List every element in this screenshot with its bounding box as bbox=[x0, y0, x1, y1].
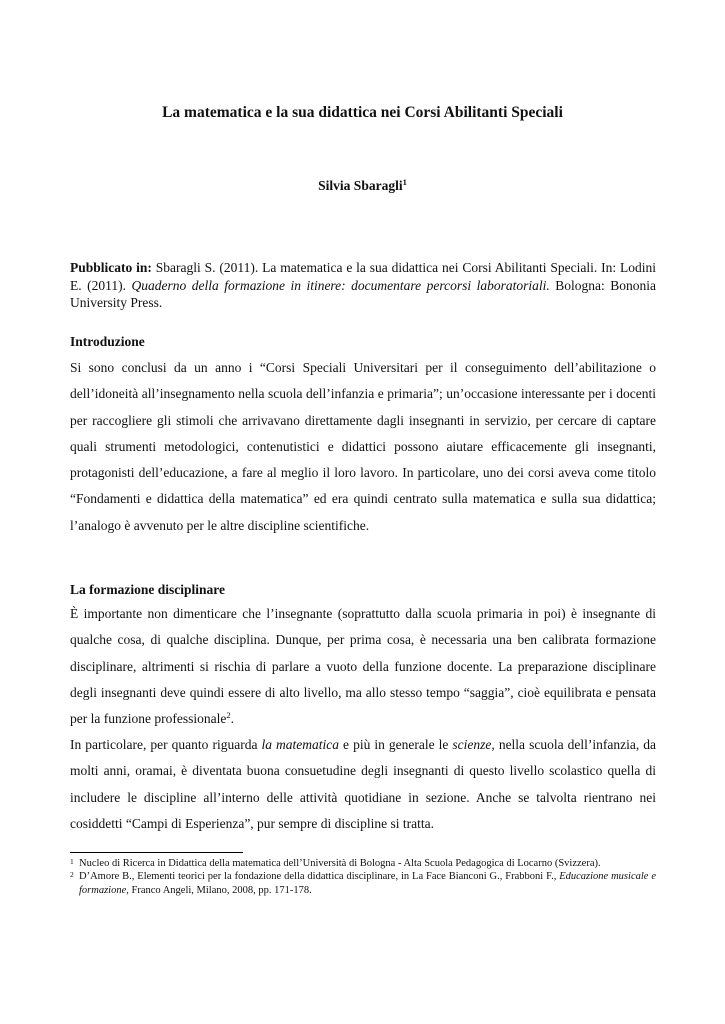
footnotes bbox=[70, 857, 656, 897]
footnote-2-mark: 2 bbox=[70, 870, 74, 880]
p2-emphasis-matematica: la matematica bbox=[261, 737, 339, 752]
footnote-1-text: Nucleo di Ricerca in Didattica della matematica dell’Università di Bologna - Alta Scuola Pedagogica di Locarno (Svizzera). bbox=[79, 858, 601, 869]
formation-paragraph-1-end: . bbox=[230, 711, 234, 727]
formation-heading: La formazione disciplinare bbox=[70, 582, 225, 597]
footnote-2-text-before: D’Amore B., Elementi teorici per la fondazione della didattica disciplinare, in La Face Bianconi G., Frabboni F., bbox=[79, 871, 560, 883]
footnote-1-mark: 1 bbox=[70, 857, 74, 866]
footnote-separator bbox=[70, 852, 243, 853]
formation-paragraph-1 bbox=[70, 601, 656, 732]
document-title: La matematica e la sua didattica nei Corsi Abilitanti Speciali bbox=[162, 104, 563, 121]
author-line bbox=[0, 178, 725, 194]
footnote-1 bbox=[70, 857, 656, 870]
author-name: Silvia Sbaragli bbox=[318, 178, 403, 193]
p2-emphasis-scienze: scienze, bbox=[452, 737, 495, 752]
footnote-2-text bbox=[79, 870, 656, 897]
author-footnote-mark: 1 bbox=[402, 177, 407, 187]
footnote-2-text-after: Franco Angeli, Milano, 2008, pp. 171-178. bbox=[128, 884, 312, 896]
publication-label: Pubblicato in: bbox=[70, 260, 152, 275]
formation-paragraph-2 bbox=[70, 732, 656, 837]
publication-book-title: Quaderno della formazione in itinere: documentare percorsi laboratoriali. bbox=[131, 277, 550, 293]
introduction-heading: Introduzione bbox=[70, 334, 145, 349]
footnote-2 bbox=[70, 870, 656, 897]
publication-text-after: Bologna: Bononia University Press. bbox=[70, 277, 656, 310]
formation-paragraph-1-text: È importante non dimenticare che l’insegnante (soprattutto dalla scuola primaria in poi) è insegnante di qualche cosa, di qualche disciplina. Dunque, per prima cosa, è necessaria una ben calibrata formazione disciplinare, altrimenti si rischia di parlare a vuoto della funzione docente. La preparazione disciplinare degli insegnanti deve quindi essere di alto livello, ma allo stesso tempo “saggia”, cioè equilibrata e pensata per la funzione professionale bbox=[70, 606, 656, 727]
publication-info bbox=[70, 259, 656, 312]
footnote-2-italic-title: Educazione musicale e formazione, bbox=[79, 871, 656, 896]
p2-text-a: In particolare, per quanto riguarda bbox=[70, 737, 262, 752]
introduction-paragraph: Si sono conclusi da un anno i “Corsi Speciali Universitari per il conseguimento dell’abilitazione o dell’idoneità all’insegnamento nella scuola dell’infanzia e primaria”; un’occasione interessante per i docenti per raccogliere gli stimoli che arrivavano direttamente dagli insegnanti in servizio, per cercare di captare quali strumenti metodologici, contenutistici e didattici possono aiutare efficacemente gli insegnanti, protagonisti dell’educazione, a fare al meglio il loro lavoro. In particolare, uno dei corsi aveva come titolo “Fondamenti e didattica della matematica” ed era quindi centrato sulla matematica e sulla sua didattica; l’analogo è avvenuto per le altre discipline scientifiche. bbox=[70, 360, 656, 533]
publication-text-before: Sbaragli S. (2011). La matematica e la sua didattica nei Corsi Abilitanti Speciali. In: Lodini E. (2011). bbox=[70, 260, 656, 293]
footnote-ref-2: 2 bbox=[226, 710, 231, 721]
p2-text-c: nella scuola dell’infanzia, da molti anni, oramai, è diventata buona consuetudine degli insegnanti di questo livello scolastico quella di includere le discipline all’interno delle attività quotidiane in sezione. Anche se talvolta rientrano nei cosiddetti “Campi di Esperienza”, pur sempre di discipline si tratta. bbox=[70, 737, 656, 831]
p2-text-b: e più in generale le bbox=[339, 737, 453, 752]
